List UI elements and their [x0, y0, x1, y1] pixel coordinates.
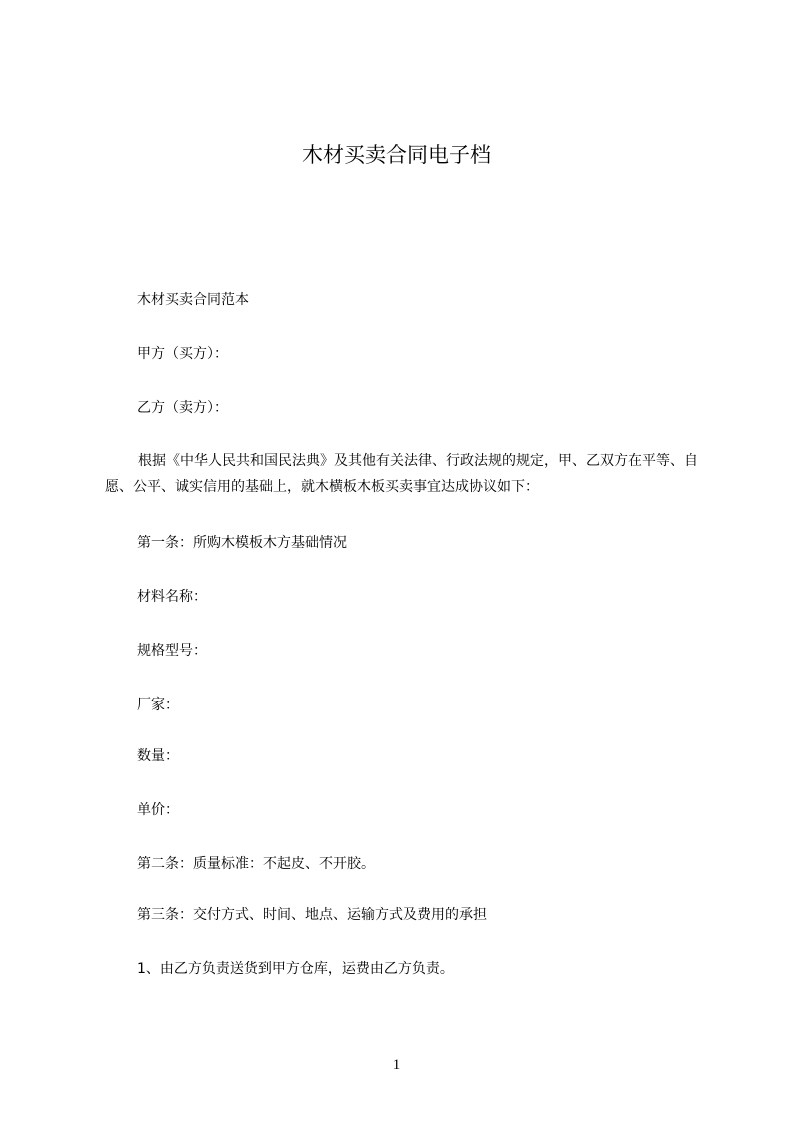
- paragraph-article-3: 第三条：交付方式、时间、地点、运输方式及费用的承担: [137, 907, 487, 923]
- paragraph-quantity: 数量：: [137, 748, 179, 764]
- paragraph-preamble: 根据《中华人民共和国民法典》及其他有关法律、行政法规的规定，甲、乙双方在平等、自愿、公平、诚实信用的基础上，就木横板木板买卖事宜达成协议如下：: [105, 453, 698, 495]
- paragraph-party-b: 乙方（卖方）：: [137, 400, 228, 416]
- paragraph-party-a: 甲方（买方）：: [137, 346, 228, 362]
- page-number: 1: [392, 1057, 401, 1073]
- paragraph-article-2: 第二条：质量标准：不起皮、不开胶。: [137, 856, 375, 872]
- paragraph-article-1: 第一条：所购木模板木方基础情况: [137, 535, 347, 551]
- paragraph-contract-template: 木材买卖合同范本: [137, 292, 249, 308]
- paragraph-specification: 规格型号：: [137, 643, 207, 659]
- paragraph-delivery-item-1: 1、由乙方负责送货到甲方仓库，运费由乙方负责。: [137, 961, 454, 977]
- paragraph-unit-price: 单价：: [137, 802, 179, 818]
- paragraph-material-name: 材料名称：: [137, 589, 207, 605]
- paragraph-manufacturer: 厂家：: [137, 697, 179, 713]
- document-title: 木材买卖合同电子档: [302, 143, 491, 167]
